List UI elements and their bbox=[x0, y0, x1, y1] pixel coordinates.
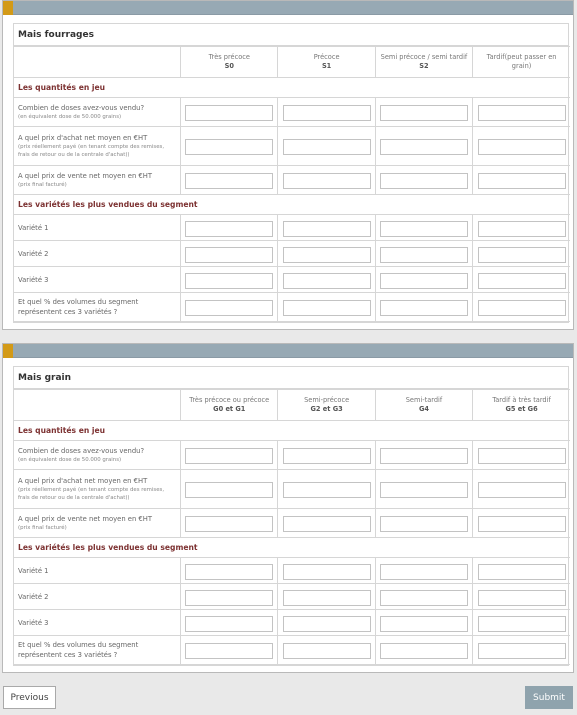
answer-input[interactable] bbox=[478, 105, 566, 121]
answer-input[interactable] bbox=[283, 448, 371, 464]
section-title: Mais fourrages bbox=[14, 24, 568, 46]
answer-input[interactable] bbox=[380, 616, 468, 632]
panel-accent bbox=[3, 344, 13, 358]
answer-input[interactable] bbox=[185, 564, 273, 580]
answer-input[interactable] bbox=[283, 616, 371, 632]
answer-input[interactable] bbox=[283, 300, 371, 316]
question-label: Variété 1 bbox=[14, 215, 181, 241]
answer-input[interactable] bbox=[478, 273, 566, 289]
group-row-quantities: Les quantités en jeu bbox=[14, 421, 570, 441]
table-header-row bbox=[14, 390, 570, 421]
answer-input[interactable] bbox=[478, 564, 566, 580]
section-mais-fourrages bbox=[13, 23, 569, 323]
answer-input[interactable] bbox=[283, 247, 371, 263]
question-row-doses bbox=[14, 441, 570, 470]
header-empty bbox=[14, 390, 181, 421]
section-title: Mais grain bbox=[14, 367, 568, 389]
answer-input[interactable] bbox=[478, 448, 566, 464]
question-row-achat bbox=[14, 127, 570, 166]
question-row-achat bbox=[14, 470, 570, 509]
answer-input[interactable] bbox=[185, 139, 273, 155]
answer-input[interactable] bbox=[478, 482, 566, 498]
answer-input[interactable] bbox=[283, 643, 371, 659]
answer-input[interactable] bbox=[185, 173, 273, 189]
answer-input[interactable] bbox=[380, 247, 468, 263]
previous-button[interactable]: Previous bbox=[3, 686, 56, 709]
answer-input[interactable] bbox=[185, 643, 273, 659]
answer-input[interactable] bbox=[185, 616, 273, 632]
answer-input[interactable] bbox=[380, 482, 468, 498]
answer-input[interactable] bbox=[185, 590, 273, 606]
table-header-row bbox=[14, 47, 570, 78]
panel-accent bbox=[3, 1, 13, 15]
answer-input[interactable] bbox=[185, 300, 273, 316]
section-mais-grain bbox=[13, 366, 569, 666]
answer-input[interactable] bbox=[283, 221, 371, 237]
group-row-varieties: Les variétés les plus vendues du segment bbox=[14, 538, 570, 558]
question-label: A quel prix d'achat net moyen en €HT (prix réellement payé (en tenant compte des remises, frais de retour ou de la centrale d'achat)) bbox=[14, 470, 181, 509]
answer-input[interactable] bbox=[185, 273, 273, 289]
answer-input[interactable] bbox=[283, 516, 371, 532]
question-row-percent bbox=[14, 636, 570, 665]
submit-button[interactable]: Submit bbox=[525, 686, 573, 709]
answer-input[interactable] bbox=[380, 173, 468, 189]
answer-input[interactable] bbox=[283, 482, 371, 498]
answer-input[interactable] bbox=[185, 247, 273, 263]
answer-input[interactable] bbox=[380, 643, 468, 659]
answer-input[interactable] bbox=[283, 273, 371, 289]
question-label: A quel prix d'achat net moyen en €HT (prix réellement payé (en tenant compte des remises, frais de retour ou de la centrale d'achat)) bbox=[14, 127, 181, 166]
answer-input[interactable] bbox=[283, 590, 371, 606]
question-label: Combien de doses avez-vous vendu? (en équivalent dose de 50.000 grains) bbox=[14, 441, 181, 470]
question-row-vente bbox=[14, 166, 570, 195]
answer-input[interactable] bbox=[478, 173, 566, 189]
column-header: Semi-tardif G4 bbox=[375, 390, 472, 421]
question-row-doses bbox=[14, 98, 570, 127]
answer-input[interactable] bbox=[283, 564, 371, 580]
answer-input[interactable] bbox=[478, 643, 566, 659]
questions-table bbox=[14, 389, 570, 665]
answer-input[interactable] bbox=[185, 221, 273, 237]
group-row-quantities: Les quantités en jeu bbox=[14, 78, 570, 98]
answer-input[interactable] bbox=[478, 300, 566, 316]
column-header: Très précoce ou précoce G0 et G1 bbox=[181, 390, 278, 421]
answer-input[interactable] bbox=[478, 516, 566, 532]
panel-header bbox=[3, 344, 573, 358]
answer-input[interactable] bbox=[185, 482, 273, 498]
question-row-variety-1 bbox=[14, 215, 570, 241]
column-header: Tardif à très tardif G5 et G6 bbox=[473, 390, 570, 421]
question-label: Et quel % des volumes du segment représentent ces 3 variétés ? bbox=[14, 293, 181, 322]
answer-input[interactable] bbox=[185, 105, 273, 121]
question-label: Variété 2 bbox=[14, 584, 181, 610]
answer-input[interactable] bbox=[185, 516, 273, 532]
question-label: A quel prix de vente net moyen en €HT (prix final facturé) bbox=[14, 166, 181, 195]
question-row-vente bbox=[14, 509, 570, 538]
question-label: Variété 3 bbox=[14, 610, 181, 636]
header-empty bbox=[14, 47, 181, 78]
question-label: Variété 2 bbox=[14, 241, 181, 267]
question-row-variety-1 bbox=[14, 558, 570, 584]
question-row-variety-3 bbox=[14, 610, 570, 636]
answer-input[interactable] bbox=[478, 616, 566, 632]
question-row-variety-2 bbox=[14, 584, 570, 610]
questions-table bbox=[14, 46, 570, 322]
question-label: Variété 3 bbox=[14, 267, 181, 293]
question-label: Variété 1 bbox=[14, 558, 181, 584]
question-row-variety-2 bbox=[14, 241, 570, 267]
column-header: Précoce S1 bbox=[278, 47, 375, 78]
answer-input[interactable] bbox=[283, 139, 371, 155]
answer-input[interactable] bbox=[283, 105, 371, 121]
answer-input[interactable] bbox=[380, 448, 468, 464]
answer-input[interactable] bbox=[283, 173, 371, 189]
answer-input[interactable] bbox=[380, 516, 468, 532]
answer-input[interactable] bbox=[380, 590, 468, 606]
panel-mais-fourrages bbox=[2, 0, 574, 330]
column-header: Semi précoce / semi tardif S2 bbox=[375, 47, 472, 78]
column-header: Très précoce S0 bbox=[181, 47, 278, 78]
panel-mais-grain bbox=[2, 343, 574, 673]
answer-input[interactable] bbox=[185, 448, 273, 464]
answer-input[interactable] bbox=[380, 564, 468, 580]
question-row-percent bbox=[14, 293, 570, 322]
answer-input[interactable] bbox=[478, 139, 566, 155]
question-label: Et quel % des volumes du segment représentent ces 3 variétés ? bbox=[14, 636, 181, 665]
question-label: A quel prix de vente net moyen en €HT (prix final facturé) bbox=[14, 509, 181, 538]
group-row-varieties: Les variétés les plus vendues du segment bbox=[14, 195, 570, 215]
column-header: Semi-précoce G2 et G3 bbox=[278, 390, 375, 421]
answer-input[interactable] bbox=[380, 221, 468, 237]
answer-input[interactable] bbox=[380, 105, 468, 121]
panel-header bbox=[3, 1, 573, 15]
answer-input[interactable] bbox=[478, 221, 566, 237]
column-header: Tardif(peut passer en grain) bbox=[473, 47, 570, 78]
answer-input[interactable] bbox=[380, 300, 468, 316]
answer-input[interactable] bbox=[478, 247, 566, 263]
question-label: Combien de doses avez-vous vendu? (en équivalent dose de 50.000 grains) bbox=[14, 98, 181, 127]
answer-input[interactable] bbox=[380, 273, 468, 289]
answer-input[interactable] bbox=[478, 590, 566, 606]
question-row-variety-3 bbox=[14, 267, 570, 293]
answer-input[interactable] bbox=[380, 139, 468, 155]
